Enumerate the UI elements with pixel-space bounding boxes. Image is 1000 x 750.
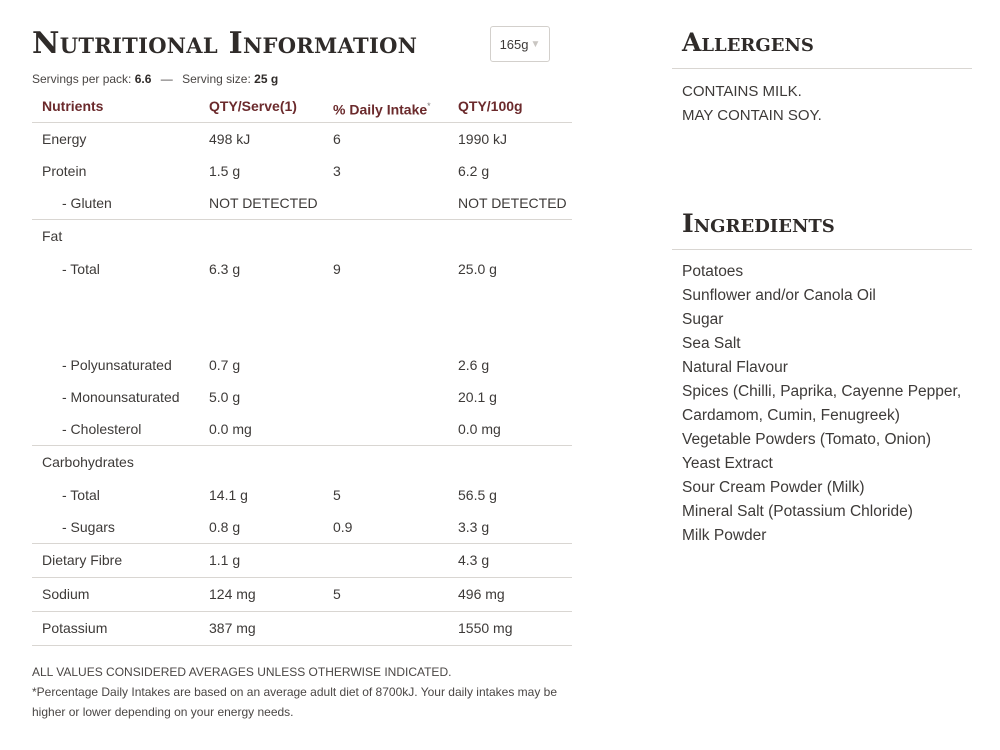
daily-intake: 9 bbox=[333, 261, 341, 277]
daily-intake: 5 bbox=[333, 487, 341, 503]
nutrient-name: - Monounsaturated bbox=[62, 389, 180, 405]
ingredients-list bbox=[682, 260, 972, 548]
qty-100g: 496 mg bbox=[458, 586, 505, 602]
servings-separator: — bbox=[160, 72, 173, 86]
serving-size-value: 25 g bbox=[254, 72, 279, 86]
qty-serve: 1.1 g bbox=[209, 552, 241, 568]
nutrient-name: Carbohydrates bbox=[42, 454, 134, 470]
ingredient-item: Spices (Chilli, Paprika, Cayenne Pepper, bbox=[682, 383, 962, 400]
footnote-daily-intake: *Percentage Daily Intakes are based on an average adult diet of 8700kJ. Your daily intakes may be higher or lower depending on your energy needs. bbox=[32, 685, 558, 719]
ingredient-item: Yeast Extract bbox=[682, 455, 773, 472]
ingredient-item: Milk Powder bbox=[682, 527, 767, 544]
daily-intake: 6 bbox=[333, 131, 341, 147]
footnote-averages: ALL VALUES CONSIDERED AVERAGES UNLESS OTHERWISE INDICATED. bbox=[32, 665, 452, 679]
header-qty-serve: QTY/Serve(1) bbox=[209, 98, 297, 114]
qty-serve: 0.7 g bbox=[209, 357, 241, 373]
table-row-sugars bbox=[32, 511, 572, 544]
ingredients-divider bbox=[672, 249, 972, 250]
ingredient-item: Sour Cream Powder (Milk) bbox=[682, 479, 865, 496]
servings-per-pack-label: Servings per pack: bbox=[32, 72, 132, 86]
qty-serve: 498 kJ bbox=[209, 131, 251, 147]
nutrient-name: - Polyunsaturated bbox=[62, 357, 172, 373]
pack-size-select[interactable] bbox=[490, 26, 550, 62]
chevron-down-icon: ▼ bbox=[530, 38, 541, 50]
allergens-list bbox=[682, 80, 822, 128]
nutrient-name: Dietary Fibre bbox=[42, 552, 123, 568]
qty-serve: 6.3 g bbox=[209, 261, 241, 277]
nutrition-table bbox=[32, 90, 572, 646]
qty-serve: 124 mg bbox=[209, 586, 256, 602]
table-row-carbohydrates bbox=[32, 446, 572, 479]
daily-intake: 5 bbox=[333, 586, 341, 602]
allergen-item: MAY CONTAIN SOY. bbox=[682, 107, 822, 124]
qty-100g: 20.1 g bbox=[458, 389, 497, 405]
table-row-gluten bbox=[32, 187, 572, 220]
header-nutrients: Nutrients bbox=[42, 98, 104, 114]
qty-serve: 5.0 g bbox=[209, 389, 241, 405]
qty-100g: 1550 mg bbox=[458, 620, 513, 636]
allergens-divider bbox=[672, 68, 972, 69]
qty-serve: 0.0 mg bbox=[209, 421, 252, 437]
qty-100g: 0.0 mg bbox=[458, 421, 501, 437]
daily-intake-footnote-mark: * bbox=[427, 101, 431, 111]
table-row-dietary-fibre bbox=[32, 544, 572, 578]
ingredient-item: Vegetable Powders (Tomato, Onion) bbox=[682, 431, 931, 448]
page-title: Nutritional Information bbox=[32, 26, 418, 61]
table-row-energy bbox=[32, 123, 572, 155]
qty-serve: NOT DETECTED bbox=[209, 195, 318, 211]
qty-100g: 4.3 g bbox=[458, 552, 490, 568]
header-qty-100g: QTY/100g bbox=[458, 98, 523, 114]
table-row-fat bbox=[32, 220, 572, 253]
qty-100g: 6.2 g bbox=[458, 163, 490, 179]
servings-info bbox=[32, 72, 278, 86]
table-row-sodium bbox=[32, 578, 572, 612]
pack-size-value: 165g bbox=[499, 36, 529, 52]
nutrient-name: Potassium bbox=[42, 620, 108, 636]
ingredient-item: Mineral Salt (Potassium Chloride) bbox=[682, 503, 913, 520]
qty-100g: 25.0 g bbox=[458, 261, 497, 277]
header-daily-intake-label: % Daily Intake bbox=[333, 101, 428, 118]
table-row-polyunsaturated bbox=[32, 349, 572, 381]
ingredient-item: Natural Flavour bbox=[682, 359, 788, 376]
nutrient-name: - Total bbox=[62, 487, 100, 503]
nutrient-name: Energy bbox=[42, 131, 87, 147]
nutrient-name: - Cholesterol bbox=[62, 421, 142, 437]
ingredient-item: Cardamom, Cumin, Fenugreek) bbox=[682, 407, 900, 424]
footnote bbox=[32, 662, 572, 722]
serving-size-label: Serving size: bbox=[182, 72, 251, 86]
table-header-row bbox=[32, 90, 572, 123]
table-row-fat-total bbox=[32, 253, 572, 285]
header-daily-intake bbox=[333, 90, 431, 126]
ingredient-item: Sea Salt bbox=[682, 335, 741, 352]
nutrient-name: - Gluten bbox=[62, 195, 112, 211]
table-row-carb-total bbox=[32, 479, 572, 511]
qty-serve: 14.1 g bbox=[209, 487, 248, 503]
qty-100g: NOT DETECTED bbox=[458, 195, 567, 211]
table-row-potassium bbox=[32, 612, 572, 646]
servings-per-pack-value: 6.6 bbox=[134, 72, 152, 86]
qty-100g: 2.6 g bbox=[458, 357, 490, 373]
qty-serve: 0.8 g bbox=[209, 519, 241, 535]
table-row-monounsaturated bbox=[32, 381, 572, 413]
nutrient-name: - Sugars bbox=[62, 519, 115, 535]
allergens-title: Allergens bbox=[682, 28, 814, 57]
qty-serve: 387 mg bbox=[209, 620, 256, 636]
qty-100g: 1990 kJ bbox=[458, 131, 508, 147]
nutrient-name: Sodium bbox=[42, 586, 90, 602]
nutrient-name: Fat bbox=[42, 228, 63, 244]
daily-intake: 0.9 bbox=[333, 519, 353, 535]
qty-100g: 56.5 g bbox=[458, 487, 497, 503]
daily-intake: 3 bbox=[333, 163, 341, 179]
qty-100g: 3.3 g bbox=[458, 519, 490, 535]
qty-serve: 1.5 g bbox=[209, 163, 241, 179]
ingredient-item: Sugar bbox=[682, 311, 724, 328]
table-row-spacer bbox=[32, 285, 572, 349]
ingredient-item: Potatoes bbox=[682, 263, 744, 280]
table-row-cholesterol bbox=[32, 413, 572, 446]
nutrient-name: Protein bbox=[42, 163, 87, 179]
allergen-item: CONTAINS MILK. bbox=[682, 83, 802, 100]
nutrient-name: - Total bbox=[62, 261, 100, 277]
ingredient-item: Sunflower and/or Canola Oil bbox=[682, 287, 876, 304]
table-row-protein bbox=[32, 155, 572, 187]
ingredients-title: Ingredients bbox=[682, 209, 835, 238]
